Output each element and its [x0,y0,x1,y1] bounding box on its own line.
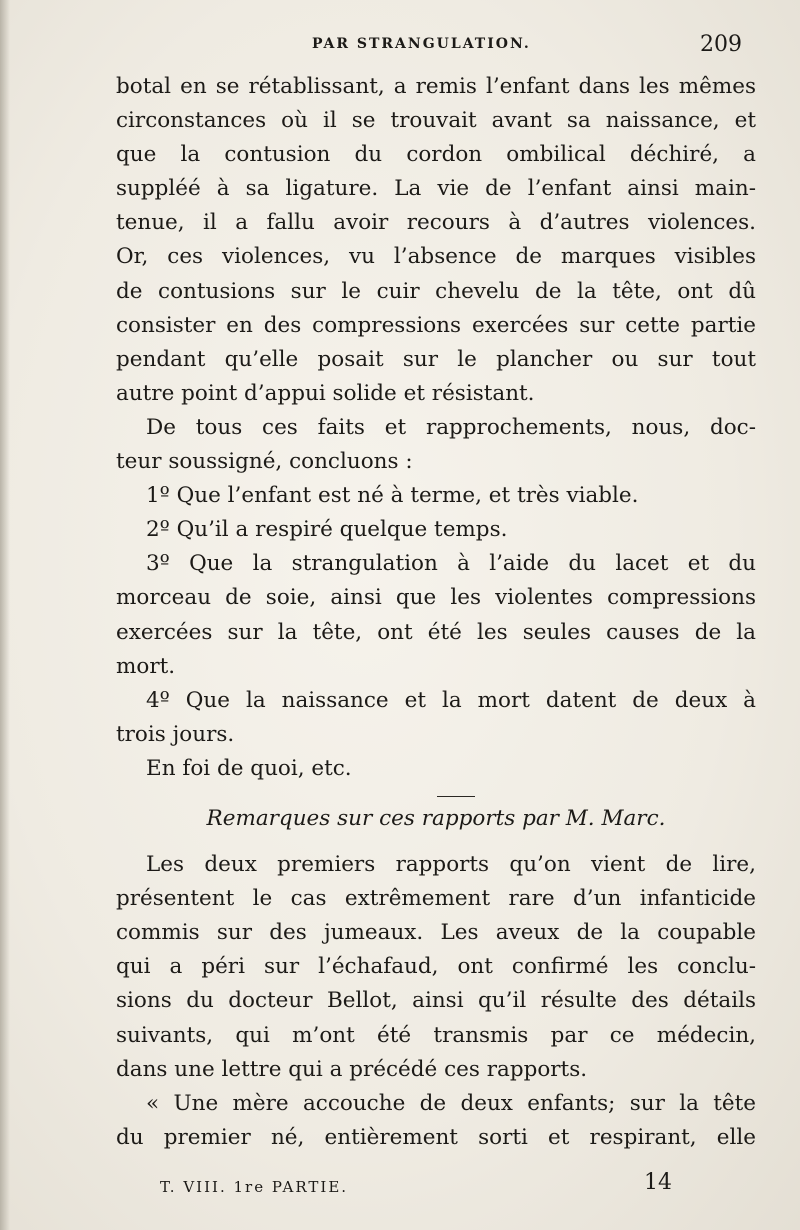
text-line: suivants, qui m’ont été transmis par ce médecin, [116,1022,756,1048]
text-line: mort. [116,653,176,679]
text-line: exercées sur la tête, ont été les seules causes de la [116,619,756,645]
page-footer [0,1170,800,1200]
text-line: tenue, il a fallu avoir recours à d’autres violences. [116,210,756,236]
text-line: de contusions sur le cuir chevelu de la tête, ont dû [116,278,756,304]
text-line: Or, ces violences, vu l’absence de marques visibles [116,244,756,270]
signature-mark: T. VIII. 1re PARTIE. [160,1178,349,1196]
text-line: Les deux premiers rapports qu’on vient de lire, [146,852,756,878]
text-line: du premier né, entièrement sorti et respirant, elle [116,1124,756,1150]
text-line: trois jours. [116,721,235,747]
page-number: 209 [700,32,742,57]
running-title: PAR STRANGULATION. [312,36,531,52]
sheet-number: 14 [644,1170,672,1195]
body-text [116,70,756,1155]
conclusion-item: 4º Que la naissance et la mort datent de deux à [146,687,756,713]
closing-formula: En foi de quoi, etc. [146,755,352,781]
page-header [0,32,800,58]
text-line: autre point d’appui solide et résistant. [116,380,535,406]
text-line: morceau de soie, ainsi que les violentes compressions [116,585,756,611]
text-line: teur soussigné, concluons : [116,449,413,475]
separator-rule [437,796,475,797]
text-line: De tous ces faits et rapprochements, nous, doc- [146,414,756,440]
text-line: dans une lettre qui a précédé ces rapports. [116,1056,588,1082]
text-line: suppléé à sa ligature. La vie de l’enfant ainsi main- [116,176,756,202]
conclusion-item: 1º Que l’enfant est né à terme, et très viable. [146,483,639,509]
text-line: pendant qu’elle posait sur le plancher ou sur tout [116,346,756,372]
text-line: sions du docteur Bellot, ainsi qu’il résulte des détails [116,988,756,1014]
conclusion-item: 2º Qu’il a respiré quelque temps. [146,517,508,543]
conclusion-item: 3º Que la strangulation à l’aide du lacet et du [146,551,756,577]
text-line: botal en se rétablissant, a remis l’enfant dans les mêmes [116,74,756,99]
text-line: circonstances où il se trouvait avant sa naissance, et [116,108,756,134]
text-line: « Une mère accouche de deux enfants; sur la tête [146,1090,756,1116]
text-line: commis sur des jumeaux. Les aveux de la coupable [116,920,756,946]
text-line: consister en des compressions exercées sur cette partie [116,312,756,338]
text-line: présentent le cas extrêmement rare d’un infanticide [116,886,756,912]
section-heading: Remarques sur ces rapports par M. Marc. [206,805,666,831]
text-line: qui a péri sur l’échafaud, ont confirmé les conclu- [116,954,756,980]
text-line: que la contusion du cordon ombilical déchiré, a [116,142,756,168]
